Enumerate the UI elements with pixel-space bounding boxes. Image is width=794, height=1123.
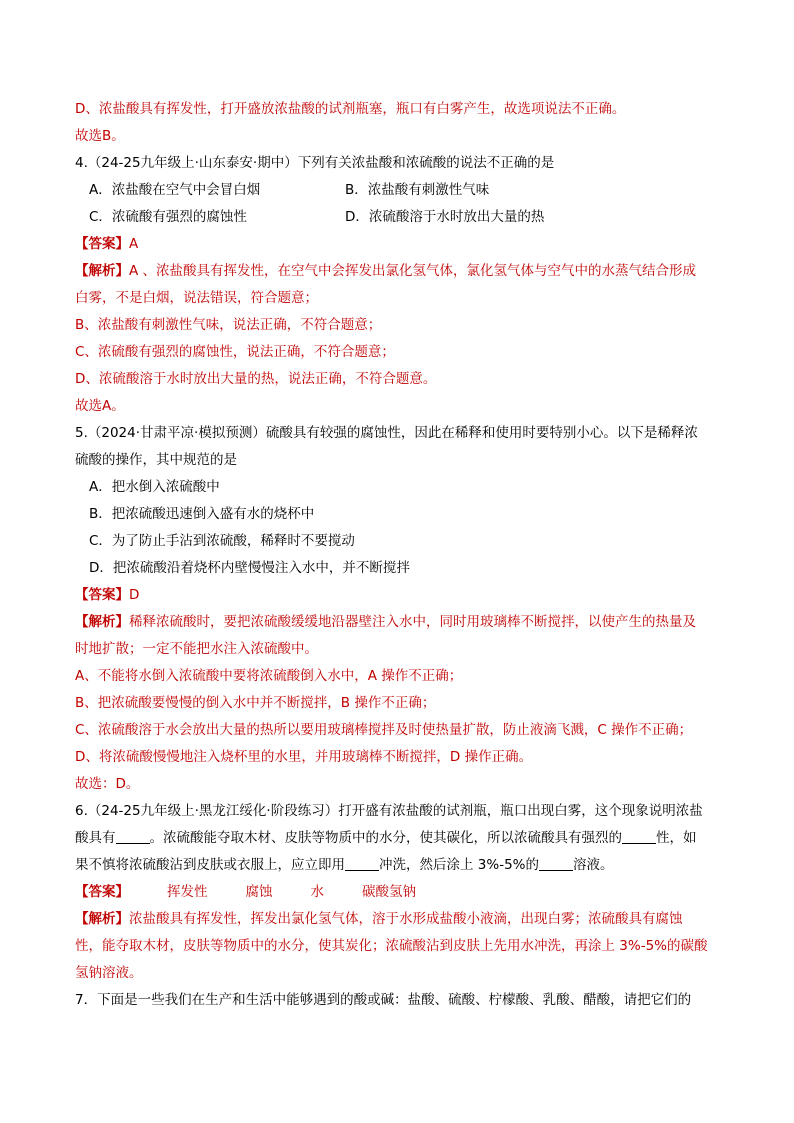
- q5-analysis-5: C、浓硫酸溶于水会放出大量的热所以要用玻璃棒搅拌及时使热量扩散，防止液滴飞溅，C 操作不正确；: [75, 722, 693, 738]
- q4-analysis-1: [75, 258, 725, 285]
- q5-answer-value: D: [129, 587, 140, 603]
- q7-stem-1: 7．下面是一些我们在生产和生活中能够遇到的酸或碱：盐酸、硫酸、柠檬酸、乳酸、醋酸，请把它们的: [75, 992, 692, 1008]
- q5-option-b: B．把浓硫酸迅速倒入盛有水的烧杯中: [89, 506, 315, 522]
- q6-stem-3-a: 果不慎将浓硫酸沾到皮肤或衣服上，应立即用: [75, 857, 345, 873]
- q6-stem-3-c: 溶液。: [573, 857, 614, 873]
- q6-blank-2: [622, 829, 656, 844]
- q5-analysis-4: B、把浓硫酸要慢慢的倒入水中并不断搅拌，B 操作不正确；: [75, 695, 436, 711]
- q4-stem: 4.（24-25九年级上·山东泰安·期中）下列有关浓盐酸和浓硫酸的说法不正确的是: [75, 155, 555, 171]
- q5-option-a: A．把水倒入浓硫酸中: [89, 479, 220, 495]
- q4-option-d: D．浓硫酸溶于水时放出大量的热: [345, 209, 545, 225]
- q6-answer-4: 碳酸氢钠: [362, 884, 416, 900]
- q5-stem-2: 硫酸的操作，其中规范的是: [75, 452, 237, 468]
- q6-analysis-label: 【解析】: [75, 911, 129, 927]
- q6-answer-3: 水: [310, 884, 324, 900]
- q4-options-row-2: [75, 204, 725, 231]
- q4-analysis-text-1: A 、浓盐酸具有挥发性，在空气中会挥发出氯化氢气体，氯化氢气体与空气中的水蒸气结合形成: [129, 263, 697, 279]
- q5-stem-1: 5.（2024·甘肃平凉·模拟预测）硫酸具有较强的腐蚀性，因此在稀释和使用时要特别小心。以下是稀释浓: [75, 425, 698, 441]
- q6-stem-2-a: 酸具有: [75, 830, 116, 846]
- document-content: [75, 96, 725, 1014]
- q4-answer: [75, 231, 725, 258]
- q6-blank-3: [345, 856, 379, 871]
- q5-option-c: C．为了防止手沾到浓硫酸，稀释时不要搅动: [89, 533, 355, 549]
- q4-option-a: A．浓盐酸在空气中会冒白烟: [89, 182, 261, 198]
- q5-analysis-3: A、不能将水倒入浓硫酸中要将浓硫酸倒入水中，A 操作不正确；: [75, 668, 463, 684]
- q6-analysis-1: [75, 906, 725, 933]
- q6-analysis-2: 性，能夺取木材，皮肤等物质中的水分，使其炭化；浓硫酸沾到皮肤上先用水冲洗，再涂上 3%-5%的碳酸: [75, 938, 708, 954]
- q6-answer-2: 腐蚀: [245, 884, 273, 900]
- q3-option-d-analysis: D、浓盐酸具有挥发性，打开盛放浓盐酸的试剂瓶塞，瓶口有白雾产生，故选项说法不正确。: [75, 101, 626, 117]
- q6-blank-1: [116, 829, 150, 844]
- q5-select: 故选：D。: [75, 776, 140, 792]
- q6-blank-4: [539, 856, 573, 871]
- q6-analysis-text-1: 浓盐酸具有挥发性，挥发出氯化氢气体，溶于水形成盐酸小液滴，出现白雾；浓硫酸具有腐蚀: [129, 911, 683, 927]
- q5-option-d: D．把浓硫酸沿着烧杯内壁慢慢注入水中，并不断搅拌: [89, 560, 410, 576]
- q4-option-b: B．浓盐酸有刺激性气味: [345, 182, 490, 198]
- q6-answer-label: 【答案】: [75, 884, 129, 900]
- q6-stem-2: [75, 825, 725, 852]
- q6-analysis-3: 氢钠溶液。: [75, 965, 143, 981]
- q6-answer: [75, 879, 725, 906]
- q5-answer-label: 【答案】: [75, 587, 129, 603]
- q6-stem-3-b: 冲洗，然后涂上 3%-5%的: [379, 857, 539, 873]
- q6-stem-2-c: 性，如: [656, 830, 697, 846]
- q4-analysis-label: 【解析】: [75, 263, 129, 279]
- q4-options-row-1: [75, 177, 725, 204]
- q4-option-c: C．浓硫酸有强烈的腐蚀性: [89, 209, 247, 225]
- q5-analysis-2: 时地扩散；一定不能把水注入浓硫酸中。: [75, 641, 318, 657]
- q4-analysis-3: B、浓盐酸有刺激性气味，说法正确，不符合题意；: [75, 317, 382, 333]
- q4-select: 故选A。: [75, 398, 125, 414]
- q4-analysis-4: C、浓硫酸有强烈的腐蚀性，说法正确，不符合题意；: [75, 344, 395, 360]
- q4-analysis-5: D、浓硫酸溶于水时放出大量的热，说法正确，不符合题意。: [75, 371, 437, 387]
- q6-answer-1: 挥发性: [167, 884, 208, 900]
- q5-answer: [75, 582, 725, 609]
- q6-stem-3: [75, 852, 725, 879]
- q4-answer-label: 【答案】: [75, 236, 129, 252]
- q4-analysis-2: 白雾，不是白烟，说法错误，符合题意；: [75, 290, 318, 306]
- q4-answer-value: A: [129, 236, 139, 252]
- q5-analysis-text-1: 稀释浓硫酸时，要把浓硫酸缓缓地沿器壁注入水中，同时用玻璃棒不断搅拌，以使产生的热量及: [129, 614, 696, 630]
- q5-analysis-1: [75, 609, 725, 636]
- q5-analysis-6: D、将浓硫酸慢慢地注入烧杯里的水里，并用玻璃棒不断搅拌，D 操作正确。: [75, 749, 533, 765]
- q3-select: 故选B。: [75, 128, 125, 144]
- q6-stem-1: 6.（24-25九年级上·黑龙江绥化·阶段练习）打开盛有浓盐酸的试剂瓶，瓶口出现白雾，这个现象说明浓盐: [75, 803, 703, 819]
- q5-analysis-label: 【解析】: [75, 614, 129, 630]
- q6-stem-2-b: 。浓硫酸能夺取木材、皮肤等物质中的水分，使其碳化，所以浓硫酸具有强烈的: [149, 830, 622, 846]
